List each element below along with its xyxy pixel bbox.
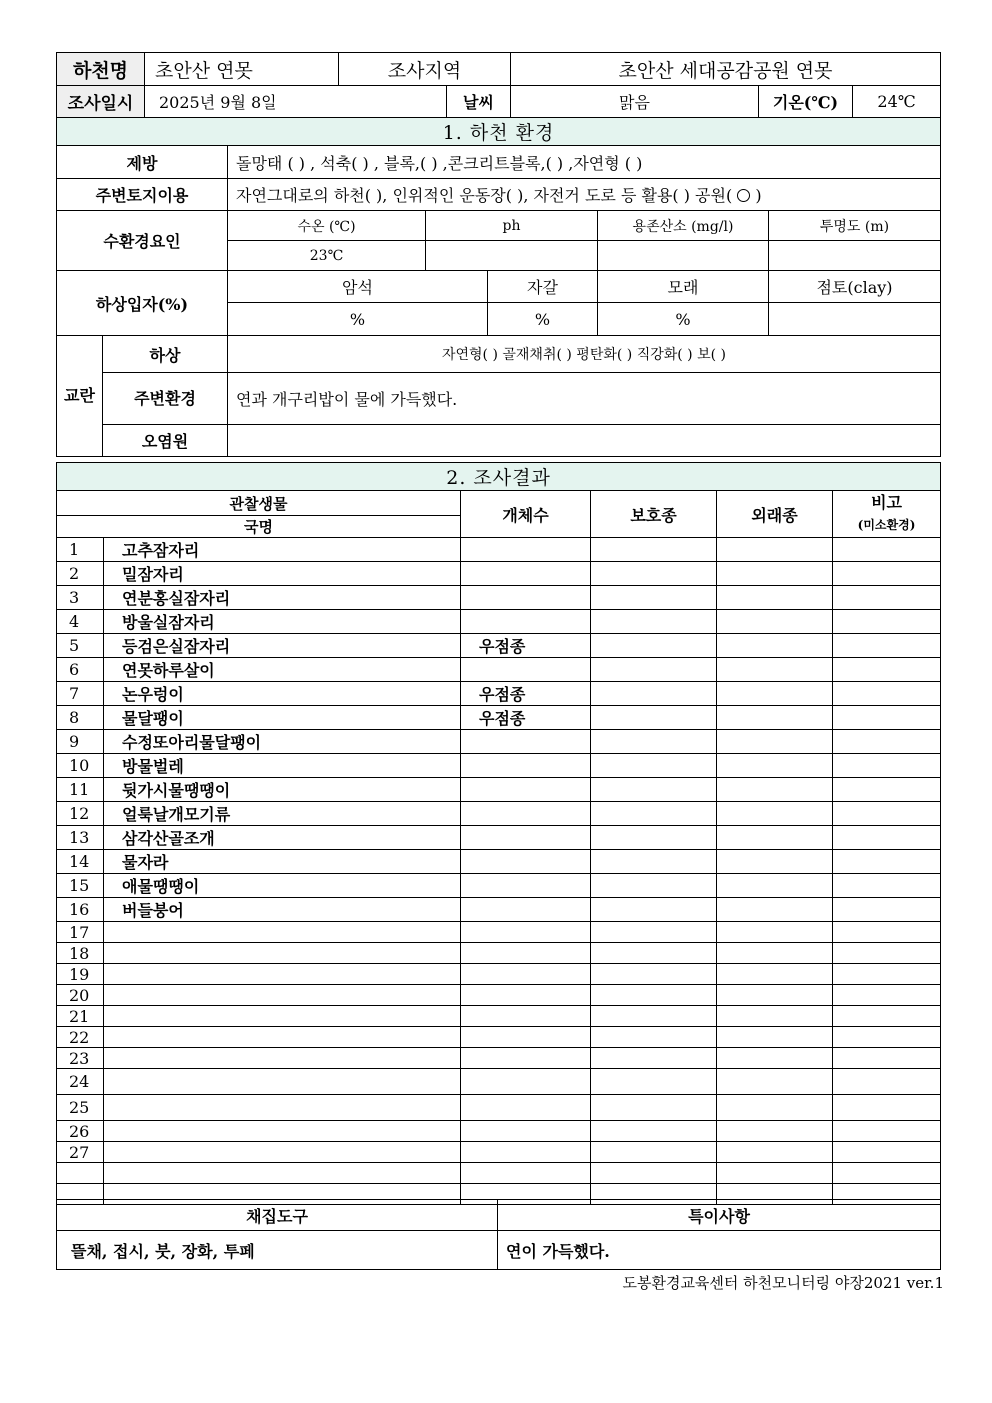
sand-header: 모래 [598, 271, 769, 303]
row-number: 13 [57, 826, 104, 850]
species-name: 물자라 [104, 850, 461, 874]
row-number: 26 [57, 1121, 104, 1142]
row-number: 27 [57, 1142, 104, 1163]
count-cell [461, 778, 591, 802]
tools-value: 뜰채, 접시, 붓, 장화, 투페 [57, 1231, 498, 1270]
count-cell [461, 1006, 591, 1027]
pollution-text [228, 425, 941, 457]
protected-cell [591, 538, 717, 562]
row-number: 25 [57, 1095, 104, 1121]
species-name [104, 1048, 461, 1069]
note-cell [833, 682, 941, 706]
row-number: 7 [57, 682, 104, 706]
row-number: 10 [57, 754, 104, 778]
count-cell [461, 586, 591, 610]
table-row [57, 1069, 941, 1095]
section-1-title: 1. 하천 환경 [57, 118, 941, 146]
dissolved-oxygen-header: 용존산소 (mg/l) [598, 211, 769, 241]
note-cell [833, 1163, 941, 1184]
table-row [57, 874, 941, 898]
count-cell [461, 1095, 591, 1121]
weather-label: 날씨 [447, 86, 511, 118]
clay-header: 점토(clay) [769, 271, 941, 303]
river-name-label: 하천명 [57, 53, 145, 86]
table-row [57, 943, 941, 964]
count-cell [461, 538, 591, 562]
count-cell [461, 922, 591, 943]
table-row [57, 1142, 941, 1163]
count-cell [461, 1069, 591, 1095]
row-number: 11 [57, 778, 104, 802]
note-cell [833, 985, 941, 1006]
gravel-header: 자갈 [488, 271, 598, 303]
table-row [57, 610, 941, 634]
row-number: 12 [57, 802, 104, 826]
survey-area-value: 초안산 세대공감공원 연못 [511, 53, 941, 86]
foreign-cell [717, 1163, 833, 1184]
count-cell: 우점종 [461, 682, 591, 706]
ph-value [426, 241, 598, 271]
species-name: 논우렁이 [104, 682, 461, 706]
protected-cell [591, 586, 717, 610]
river-name-value: 초안산 연못 [145, 53, 339, 86]
protected-cell [591, 658, 717, 682]
riverbed-label: 하상 [103, 336, 228, 373]
temperature-value: 24℃ [853, 86, 941, 118]
row-number: 23 [57, 1048, 104, 1069]
protected-cell [591, 898, 717, 922]
species-name: 방물벌레 [104, 754, 461, 778]
row-number: 2 [57, 562, 104, 586]
species-name: 얼룩날개모기류 [104, 802, 461, 826]
rock-header: 암석 [228, 271, 488, 303]
count-cell [461, 610, 591, 634]
note-cell [833, 1069, 941, 1095]
gravel-value: % [488, 303, 598, 336]
table-row [57, 850, 941, 874]
survey-date-label: 조사일시 [57, 86, 145, 118]
foreign-cell [717, 985, 833, 1006]
river-environment-table [56, 117, 941, 457]
note-cell [833, 586, 941, 610]
table-row [57, 1006, 941, 1027]
count-cell [461, 1163, 591, 1184]
table-row [57, 1095, 941, 1121]
table-row [57, 802, 941, 826]
table-row [57, 1121, 941, 1142]
riverbed-options: 자연형( ) 골재채취( ) 평탄화( ) 직강화( ) 보( ) [228, 336, 941, 373]
table-row [57, 898, 941, 922]
note-header-sub: (미소환경) [857, 518, 916, 532]
protected-cell [591, 802, 717, 826]
name-header: 국명 [57, 516, 461, 538]
count-cell [461, 985, 591, 1006]
row-number: 16 [57, 898, 104, 922]
dissolved-oxygen-value [598, 241, 769, 271]
table-row [57, 538, 941, 562]
note-cell [833, 898, 941, 922]
rock-value: % [228, 303, 488, 336]
foreign-cell [717, 658, 833, 682]
note-cell [833, 1027, 941, 1048]
foreign-cell [717, 1142, 833, 1163]
foreign-cell [717, 964, 833, 985]
notes-value: 연이 가득했다. [498, 1231, 941, 1270]
weather-value: 맑음 [511, 86, 759, 118]
foreign-cell [717, 610, 833, 634]
protected-cell [591, 1121, 717, 1142]
check-circle-icon [737, 189, 750, 202]
species-name [104, 922, 461, 943]
table-row [57, 922, 941, 943]
protected-cell [591, 610, 717, 634]
protected-cell [591, 943, 717, 964]
species-name [104, 1095, 461, 1121]
note-cell [833, 1048, 941, 1069]
count-cell [461, 964, 591, 985]
note-cell [833, 1006, 941, 1027]
surrounding-text: 연과 개구리밥이 물에 가득했다. [228, 373, 941, 425]
table-row [57, 778, 941, 802]
table-row [57, 1163, 941, 1184]
foreign-cell [717, 1121, 833, 1142]
survey-date-value: 2025년 9월 8일 [145, 86, 447, 118]
land-use-close: ) [755, 186, 762, 205]
species-name [104, 964, 461, 985]
table-row [57, 682, 941, 706]
tools-label: 채집도구 [57, 1200, 498, 1231]
note-cell [833, 826, 941, 850]
protected-cell [591, 1095, 717, 1121]
note-cell [833, 802, 941, 826]
row-number: 20 [57, 985, 104, 1006]
foreign-cell [717, 922, 833, 943]
count-cell [461, 874, 591, 898]
count-cell [461, 730, 591, 754]
foreign-cell [717, 538, 833, 562]
protected-cell [591, 562, 717, 586]
land-use-text: 자연그대로의 하천( ), 인위적인 운동장( ), 자전거 도로 등 활용( ) 공원( [236, 186, 733, 205]
transparency-value [769, 241, 941, 271]
water-factor-label: 수환경요인 [57, 211, 228, 271]
count-cell [461, 898, 591, 922]
foreign-cell [717, 1006, 833, 1027]
count-cell [461, 1142, 591, 1163]
protected-cell [591, 1142, 717, 1163]
foreign-cell [717, 1095, 833, 1121]
protected-cell [591, 850, 717, 874]
note-cell [833, 1121, 941, 1142]
water-temp-value: 23℃ [228, 241, 426, 271]
foreign-cell [717, 1027, 833, 1048]
note-cell [833, 706, 941, 730]
species-name [104, 1069, 461, 1095]
row-number: 4 [57, 610, 104, 634]
foreign-cell [717, 826, 833, 850]
count-cell [461, 943, 591, 964]
foreign-cell [717, 778, 833, 802]
row-number: 1 [57, 538, 104, 562]
protected-cell [591, 874, 717, 898]
sand-value: % [598, 303, 769, 336]
count-cell [461, 1027, 591, 1048]
table-row [57, 1027, 941, 1048]
table-row [57, 658, 941, 682]
protected-cell [591, 1048, 717, 1069]
protected-cell [591, 1163, 717, 1184]
species-name: 등검은실잠자리 [104, 634, 461, 658]
land-use-options [228, 179, 941, 211]
protected-cell [591, 634, 717, 658]
species-name [104, 1121, 461, 1142]
pollution-label: 오염원 [103, 425, 228, 457]
foreign-cell [717, 802, 833, 826]
species-name [104, 1142, 461, 1163]
section-2-title: 2. 조사결과 [57, 463, 941, 491]
protected-cell [591, 1069, 717, 1095]
protected-cell [591, 826, 717, 850]
protected-cell [591, 754, 717, 778]
observed-header: 관찰생물 [57, 491, 461, 516]
row-number: 21 [57, 1006, 104, 1027]
note-cell [833, 538, 941, 562]
count-cell [461, 754, 591, 778]
temperature-label: 기온(℃) [759, 86, 853, 118]
table-row [57, 562, 941, 586]
protected-cell [591, 1006, 717, 1027]
table-row [57, 706, 941, 730]
foreign-cell [717, 586, 833, 610]
count-cell [461, 562, 591, 586]
count-cell [461, 1121, 591, 1142]
foreign-header: 외래종 [717, 491, 833, 538]
species-name: 애물땡땡이 [104, 874, 461, 898]
note-header [833, 491, 941, 538]
substrate-label: 하상입자(%) [57, 271, 228, 336]
note-cell [833, 1142, 941, 1163]
note-cell [833, 874, 941, 898]
notes-label: 특이사항 [498, 1200, 941, 1231]
species-name [104, 1027, 461, 1048]
foreign-cell [717, 1069, 833, 1095]
note-cell [833, 850, 941, 874]
row-number: 6 [57, 658, 104, 682]
row-number: 9 [57, 730, 104, 754]
species-name [104, 943, 461, 964]
foreign-cell [717, 562, 833, 586]
count-cell [461, 802, 591, 826]
species-name: 삼각산골조개 [104, 826, 461, 850]
species-name: 연분홍실잠자리 [104, 586, 461, 610]
footer-text: 도봉환경교육센터 하천모니터링 야장2021 ver.1 [622, 1274, 944, 1292]
disturbance-label: 교란 [57, 336, 103, 457]
count-header: 개체수 [461, 491, 591, 538]
row-number: 24 [57, 1069, 104, 1095]
protected-cell [591, 778, 717, 802]
row-number [57, 1163, 104, 1184]
survey-header-table [56, 52, 941, 118]
table-row [57, 964, 941, 985]
note-cell [833, 610, 941, 634]
species-name: 연못하루살이 [104, 658, 461, 682]
species-name: 뒷가시물땡땡이 [104, 778, 461, 802]
row-number: 19 [57, 964, 104, 985]
note-cell [833, 964, 941, 985]
note-cell [833, 730, 941, 754]
tools-notes-table [56, 1199, 941, 1270]
foreign-cell [717, 850, 833, 874]
protected-cell [591, 682, 717, 706]
embankment-label: 제방 [57, 146, 228, 179]
embankment-options: 돌망태 ( ) , 석축( ) , 블록,( ) ,콘크리트블록,( ) ,자연형 ( ) [228, 146, 941, 179]
table-row [57, 1048, 941, 1069]
species-name: 버들붕어 [104, 898, 461, 922]
land-use-label: 주변토지이용 [57, 179, 228, 211]
note-cell [833, 754, 941, 778]
foreign-cell [717, 874, 833, 898]
species-name: 고추잠자리 [104, 538, 461, 562]
protected-header: 보호종 [591, 491, 717, 538]
table-row [57, 730, 941, 754]
survey-area-label: 조사지역 [339, 53, 511, 86]
foreign-cell [717, 634, 833, 658]
row-number: 8 [57, 706, 104, 730]
row-number: 5 [57, 634, 104, 658]
foreign-cell [717, 943, 833, 964]
species-name: 물달팽이 [104, 706, 461, 730]
note-cell [833, 658, 941, 682]
water-temp-header: 수온 (℃) [228, 211, 426, 241]
note-cell [833, 943, 941, 964]
protected-cell [591, 964, 717, 985]
foreign-cell [717, 1048, 833, 1069]
foreign-cell [717, 754, 833, 778]
count-cell [461, 826, 591, 850]
count-cell [461, 658, 591, 682]
species-name [104, 1006, 461, 1027]
survey-results-table [56, 462, 941, 1205]
foreign-cell [717, 706, 833, 730]
note-header-title: 비고 [871, 493, 902, 512]
row-number: 17 [57, 922, 104, 943]
table-row [57, 754, 941, 778]
foreign-cell [717, 730, 833, 754]
count-cell: 우점종 [461, 706, 591, 730]
protected-cell [591, 730, 717, 754]
note-cell [833, 922, 941, 943]
row-number: 22 [57, 1027, 104, 1048]
species-name [104, 985, 461, 1006]
table-row [57, 826, 941, 850]
table-row [57, 985, 941, 1006]
clay-value [769, 303, 941, 336]
count-cell [461, 850, 591, 874]
species-name: 밀잠자리 [104, 562, 461, 586]
count-cell [461, 1048, 591, 1069]
ph-header: ph [426, 211, 598, 241]
species-name [104, 1163, 461, 1184]
protected-cell [591, 922, 717, 943]
protected-cell [591, 1027, 717, 1048]
row-number: 3 [57, 586, 104, 610]
table-row [57, 634, 941, 658]
note-cell [833, 562, 941, 586]
table-row [57, 586, 941, 610]
row-number: 15 [57, 874, 104, 898]
note-cell [833, 778, 941, 802]
row-number: 14 [57, 850, 104, 874]
row-number: 18 [57, 943, 104, 964]
foreign-cell [717, 682, 833, 706]
count-cell: 우점종 [461, 634, 591, 658]
transparency-header: 투명도 (m) [769, 211, 941, 241]
note-cell [833, 634, 941, 658]
species-name: 수정또아리물달팽이 [104, 730, 461, 754]
species-name: 방울실잠자리 [104, 610, 461, 634]
protected-cell [591, 985, 717, 1006]
surrounding-label: 주변환경 [103, 373, 228, 425]
foreign-cell [717, 898, 833, 922]
protected-cell [591, 706, 717, 730]
note-cell [833, 1095, 941, 1121]
